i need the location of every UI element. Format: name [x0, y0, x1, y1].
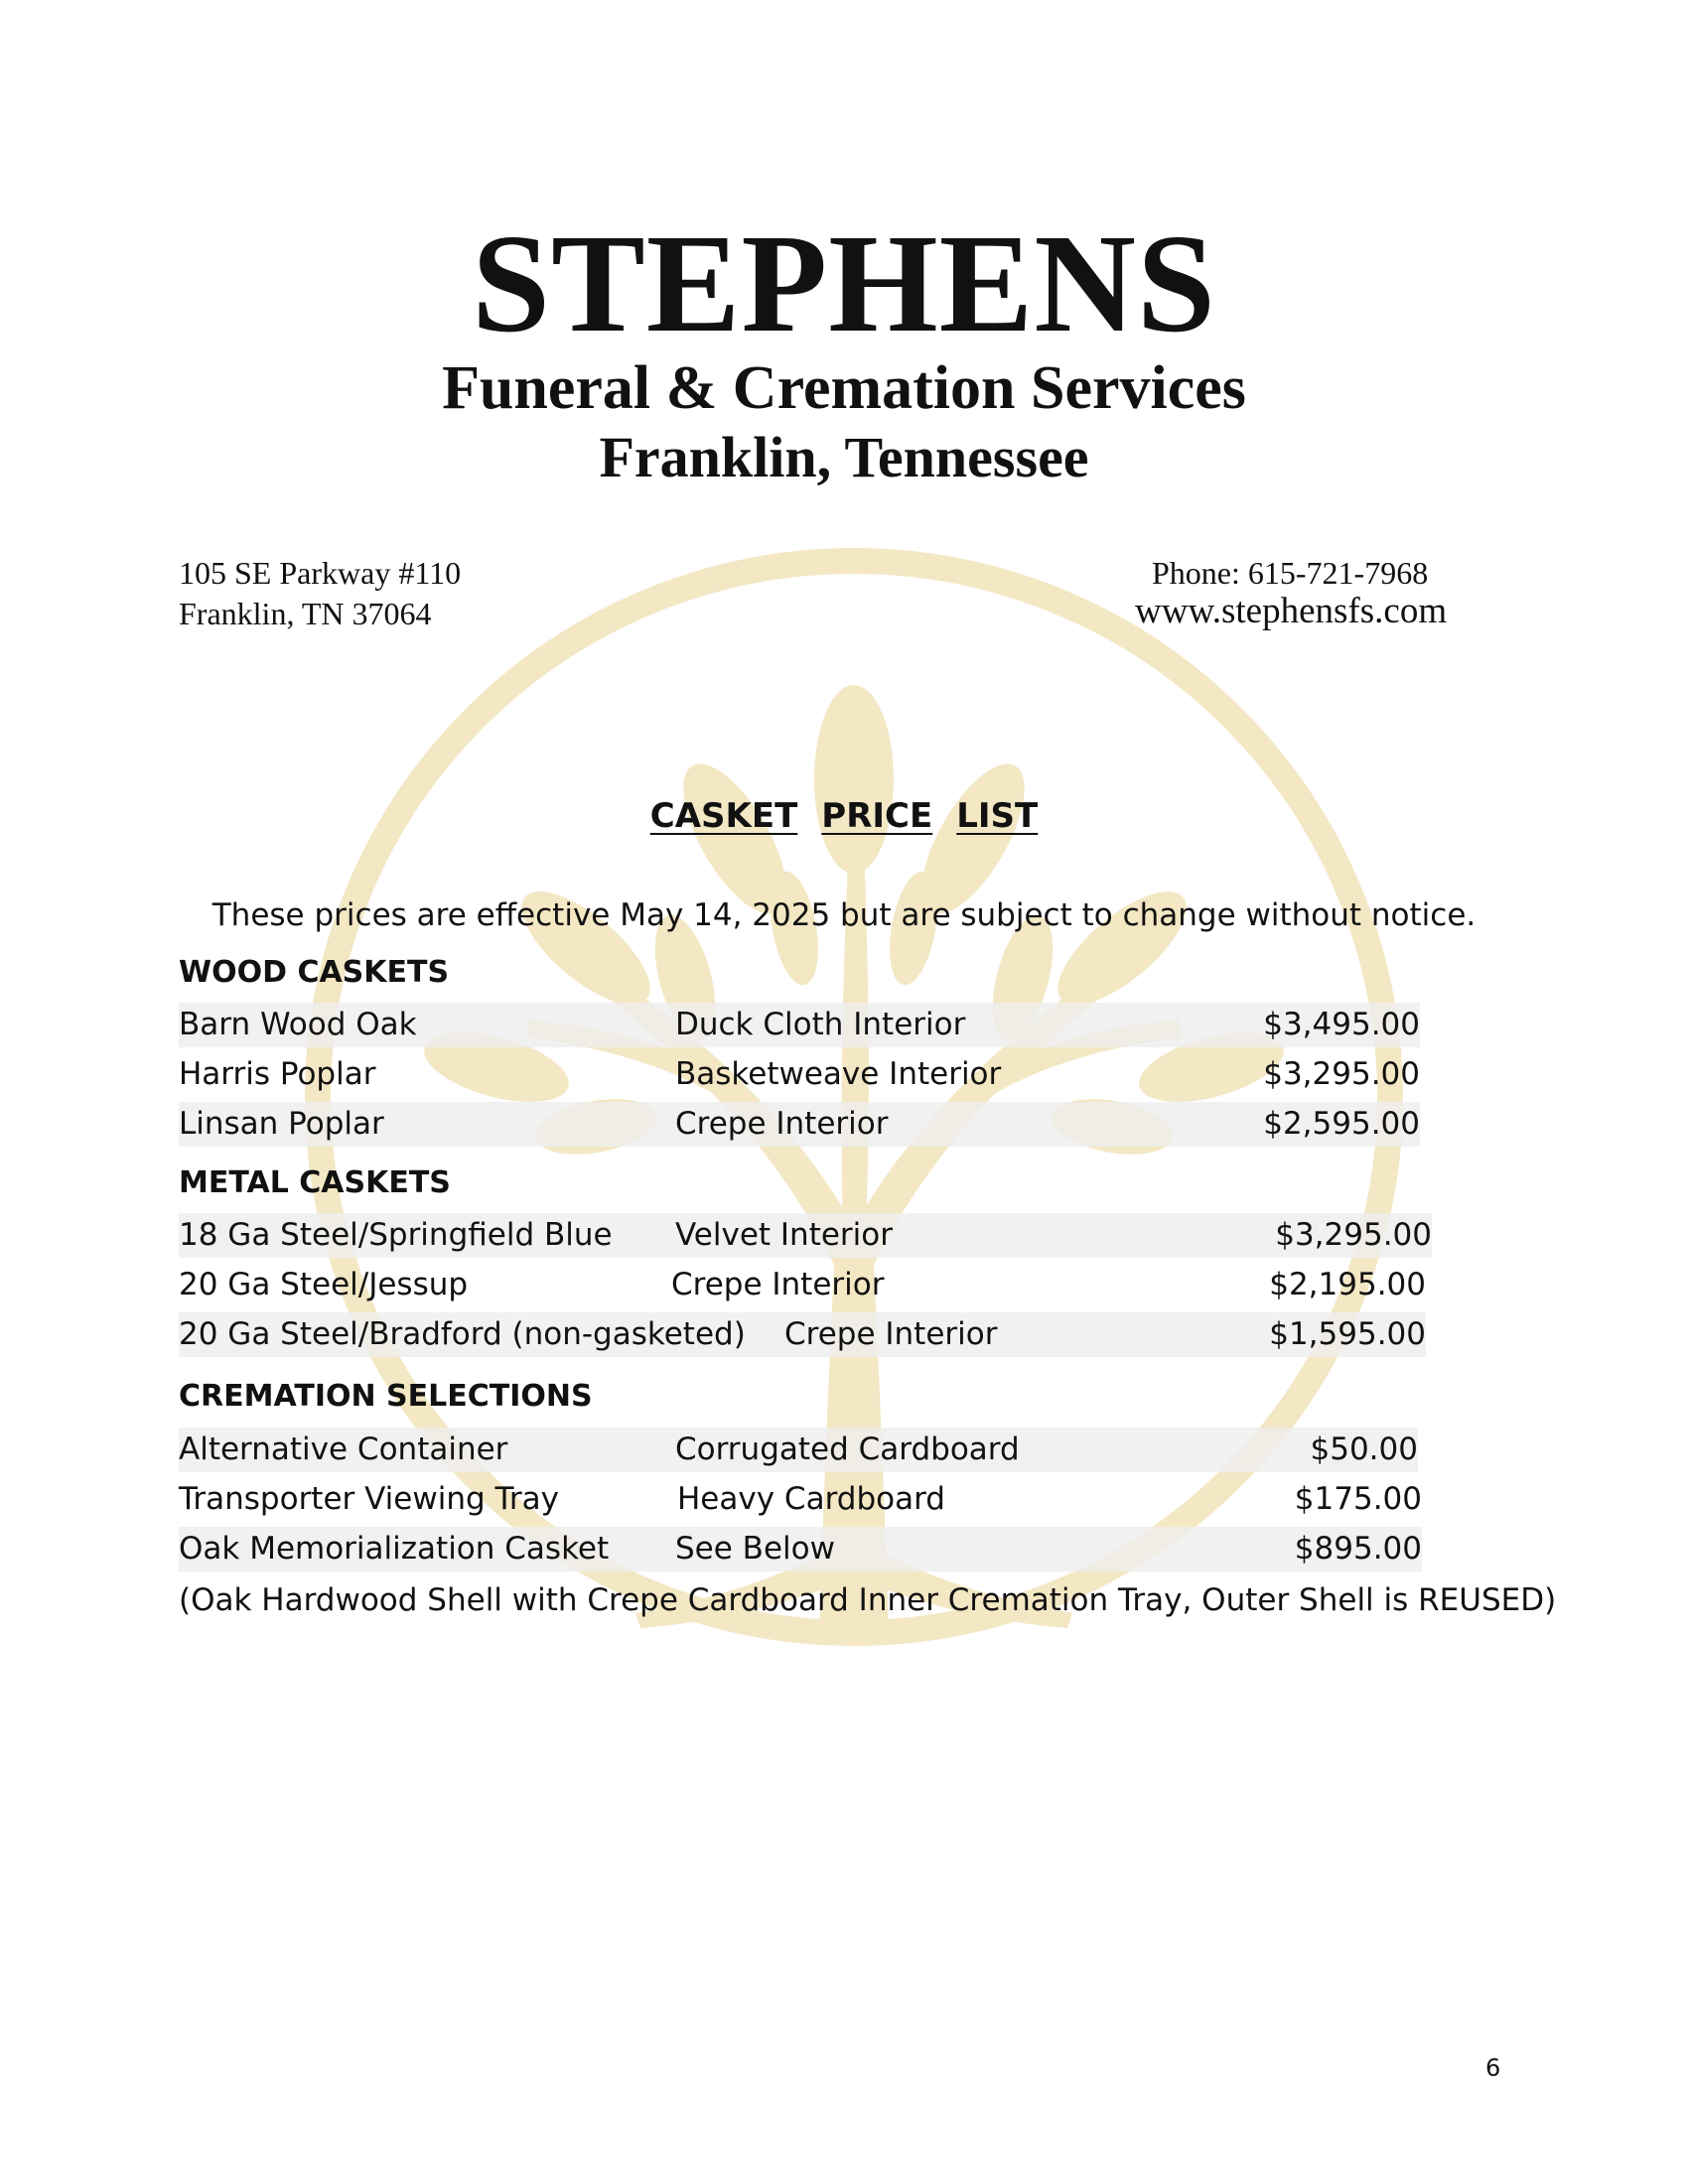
item-name: Linsan Poplar	[179, 1106, 384, 1142]
item-interior: Basketweave Interior	[675, 1056, 1002, 1092]
brand-subtitle: Funeral & Cremation Services	[442, 354, 1246, 422]
item-price: $3,295.00	[1263, 1056, 1420, 1092]
item-name: Barn Wood Oak	[179, 1007, 417, 1042]
item-name: Transporter Viewing Tray	[179, 1481, 559, 1517]
brand-title: STEPHENS	[472, 205, 1216, 361]
effective-date-note: These prices are effective May 14, 2025 but are subject to change without notice.	[211, 897, 1477, 933]
table-row	[179, 1003, 1420, 1047]
heading-word: LIST	[956, 796, 1039, 836]
table-row	[179, 1527, 1422, 1571]
item-interior: Crepe Interior	[671, 1267, 885, 1302]
price-list-heading	[0, 794, 1688, 838]
heading-word: PRICE	[821, 796, 933, 836]
table-row	[179, 1263, 1426, 1307]
item-price: $50.00	[1310, 1432, 1418, 1467]
item-interior: See Below	[675, 1531, 835, 1567]
address-line-2: Franklin, TN 37064	[179, 596, 432, 631]
item-name: Oak Memorialization Casket	[179, 1531, 610, 1567]
item-interior: Duck Cloth Interior	[675, 1007, 966, 1042]
page-number: 6	[1485, 2054, 1501, 2082]
item-price: $3,295.00	[1275, 1217, 1432, 1253]
item-name: 18 Ga Steel/Springfield Blue	[179, 1217, 613, 1253]
item-interior: Crepe Interior	[784, 1316, 998, 1352]
item-interior: Crepe Interior	[675, 1106, 889, 1142]
section-title-cremation: CREMATION SELECTIONS	[179, 1379, 593, 1414]
item-name: 20 Ga Steel/Jessup	[179, 1267, 469, 1302]
brand-location: Franklin, Tennessee	[599, 425, 1089, 489]
item-name: Alternative Container	[179, 1432, 508, 1467]
item-price: $2,195.00	[1269, 1267, 1426, 1302]
item-price: $3,495.00	[1263, 1007, 1420, 1042]
item-price: $895.00	[1294, 1531, 1422, 1567]
address-line-1: 105 SE Parkway #110	[179, 555, 462, 591]
table-row	[179, 1312, 1426, 1357]
table-row	[179, 1102, 1420, 1147]
item-price: $1,595.00	[1269, 1316, 1426, 1352]
footnote: (Oak Hardwood Shell with Crepe Cardboard Inner Cremation Tray, Outer Shell is REUSED)	[179, 1582, 1557, 1618]
item-name: 20 Ga Steel/Bradford (non-gasketed)	[179, 1316, 746, 1352]
phone-number: Phone: 615-721-7968	[1152, 555, 1429, 591]
table-row	[179, 1052, 1420, 1097]
item-price: $2,595.00	[1263, 1106, 1420, 1142]
item-interior: Velvet Interior	[675, 1217, 893, 1253]
item-name: Harris Poplar	[179, 1056, 376, 1092]
item-interior: Corrugated Cardboard	[675, 1432, 1020, 1467]
heading-word: CASKET	[649, 796, 798, 836]
website-link[interactable]: www.stephensfs.com	[1135, 591, 1448, 631]
table-row	[179, 1477, 1422, 1522]
item-price: $175.00	[1294, 1481, 1422, 1517]
table-row	[179, 1428, 1418, 1472]
section-title-metal: METAL CASKETS	[179, 1165, 451, 1200]
item-interior: Heavy Cardboard	[677, 1481, 945, 1517]
table-row	[179, 1213, 1432, 1258]
section-title-wood: WOOD CASKETS	[179, 955, 450, 990]
